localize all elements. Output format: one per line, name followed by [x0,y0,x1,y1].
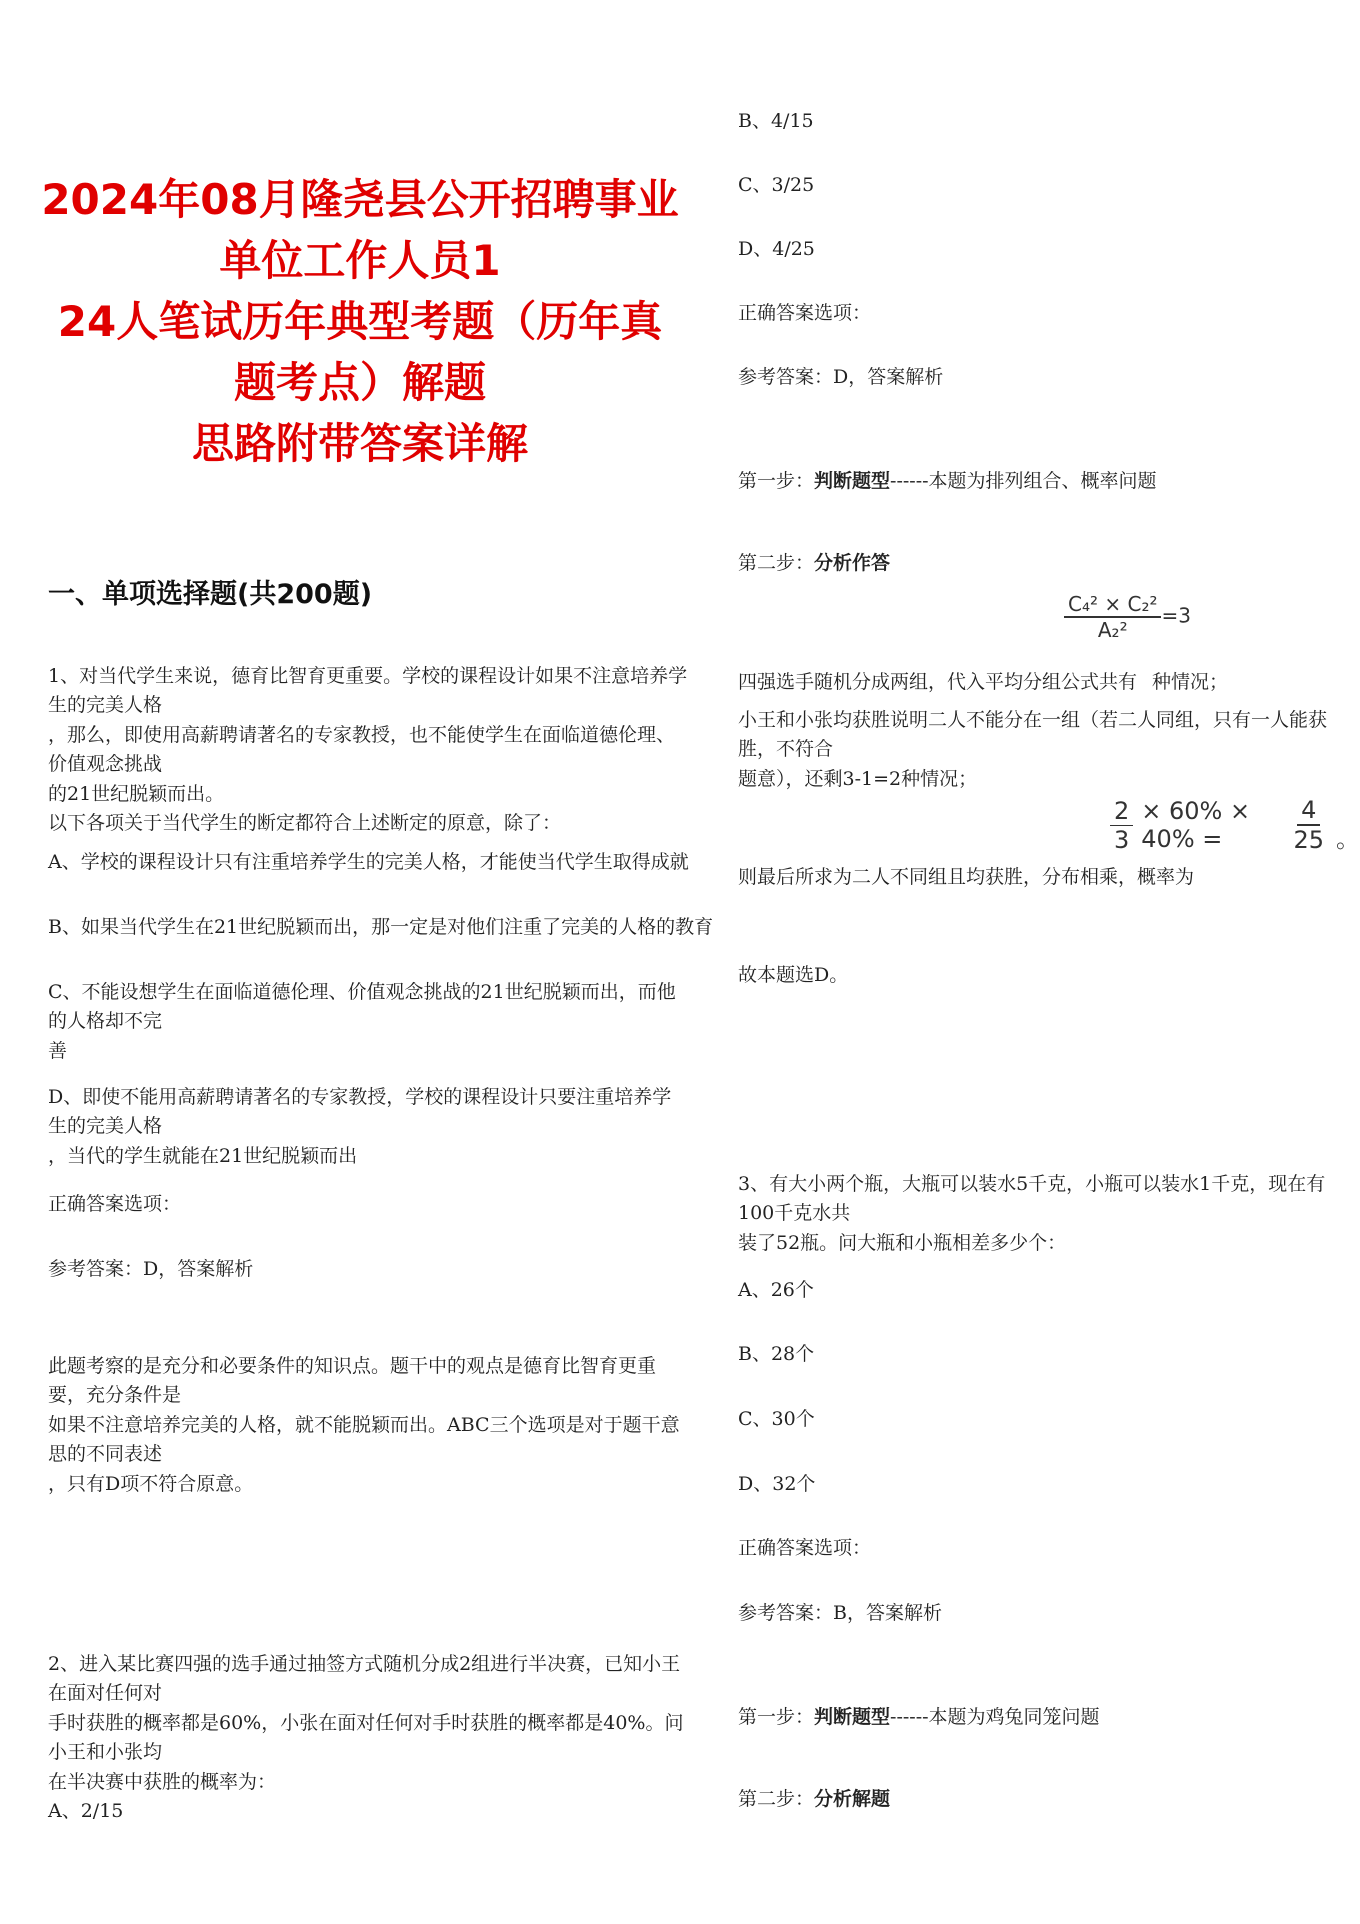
q1-option-d [48,1083,688,1171]
q2-option-d: D、4/25 [738,238,815,260]
q2-stem-line: 在半决赛中获胜的概率为： [48,1770,277,1793]
q2-step-1 [738,466,1157,493]
q3-stem [738,1170,1338,1258]
step-text: ------本题为鸡兔同笼问题 [890,1706,1100,1728]
step-prefix: 第二步： [738,552,815,574]
document-title [40,170,680,474]
q1-explanation-line: ，只有D项不符合原意。 [48,1472,254,1495]
q3-stem-line: 3、有大小两个瓶，大瓶可以装水5千克，小瓶可以装水1千克，现在有100千克水共 [738,1173,1326,1225]
q3-correct-label: 正确答案选项： [738,1537,872,1559]
fraction-numerator: C₄² × C₂² [1064,592,1161,618]
q1-stem-line: 的21世纪脱颖而出。 [48,782,225,805]
q1-stem-line: ，那么，即使用高薪聘请著名的专家教授，也不能使学生在面临道德伦理、价值观念挑战 [48,723,676,776]
q2-option-a: A、2/15 [48,1800,124,1822]
formula-result: =3 [1161,603,1191,628]
q1-option-d-line: ，当代的学生就能在21世纪脱颖而出 [48,1144,358,1167]
q1-option-a: A、学校的课程设计只有注重培养学生的完美人格，才能使当代学生取得成就 [48,851,689,873]
q2-analysis-line-3: 则最后所求为二人不同组且均获胜，分布相乘，概率为 [738,866,1195,888]
q3-reference-answer: 参考答案：B，答案解析 [738,1602,942,1624]
q2-stem-line: 手时获胜的概率都是60%，小张在面对任何对手时获胜的概率都是40%。问小王和小张均 [48,1711,684,1764]
title-line-2: 24人笔试历年典型考题（历年真题考点）解题 [57,296,663,407]
grouping-fraction [1064,592,1161,642]
analysis-line: 小王和小张均获胜说明二人不能分在一组（若二人同组，只有一人能获胜，不符合 [738,709,1328,761]
probability-formula [1110,796,1360,854]
q3-option-d: D、32个 [738,1473,816,1495]
q1-stem-line: 以下各项关于当代学生的断定都符合上述断定的原意，除了： [48,812,562,835]
q3-option-c: C、30个 [738,1408,815,1430]
formula-end: 。 [1336,825,1360,853]
analysis-line: 题意），还剩3-1=2种情况； [738,767,978,790]
q2-stem [48,1650,688,1797]
fraction-four-25ths [1289,796,1328,854]
step-keyword: 分析作答 [814,552,891,574]
q1-reference-answer: 参考答案：D，答案解析 [48,1258,254,1280]
q3-step-2 [738,1784,890,1811]
q1-option-d-line: D、即使不能用高薪聘请著名的专家教授，学校的课程设计只要注重培养学生的完美人格 [48,1086,672,1138]
q2-step-2 [738,548,890,575]
q2-analysis-line-1 [738,667,1137,694]
q1-explanation-line: 如果不注意培养完美的人格，就不能脱颖而出。ABC三个选项是对于题干意思的不同表述 [48,1413,680,1466]
fraction-numerator: 2 [1110,797,1133,826]
q2-conclusion: 故本题选D。 [738,964,849,986]
q2-option-b: B、4/15 [738,110,814,132]
q2-reference-answer: 参考答案：D，答案解析 [738,366,944,388]
q3-option-a: A、26个 [738,1279,814,1301]
q1-option-c-line: C、不能设想学生在面临道德伦理、价值观念挑战的21世纪脱颖而出，而他的人格却不完 [48,981,676,1033]
q1-correct-label: 正确答案选项： [48,1193,182,1215]
q1-option-b: B、如果当代学生在21世纪脱颖而出，那一定是对他们注重了完美的人格的教育 [48,916,714,938]
step-prefix: 第二步： [738,1788,815,1810]
q2-option-c: C、3/25 [738,174,815,196]
q1-explanation [48,1352,688,1499]
step-prefix: 第一步： [738,470,815,492]
q2-stem-line: 2、进入某比赛四强的选手通过抽签方式随机分成2组进行半决赛，已知小王在面对任何对 [48,1653,681,1705]
step-keyword: 分析解题 [814,1788,891,1810]
step-text: ------本题为排列组合、概率问题 [890,470,1157,492]
step-keyword: 判断题型 [814,470,891,492]
q1-explanation-line: 此题考察的是充分和必要条件的知识点。题干中的观点是德育比智育更重要，充分条件是 [48,1355,657,1407]
fraction-denominator: 25 [1293,826,1324,854]
q2-analysis-line-1-tail: 种情况； [1152,671,1229,693]
fraction-two-thirds [1110,797,1133,854]
q1-option-c-line: 善 [48,1039,68,1062]
fraction-denominator: A₂² [1097,618,1128,642]
step-keyword: 判断题型 [814,1706,891,1728]
title-line-1: 2024年08月隆尧县公开招聘事业单位工作人员1 [41,175,679,285]
q1-stem [48,662,688,839]
fraction-numerator: 4 [1297,796,1320,826]
section-heading: 一、单项选择题(共200题) [48,579,373,610]
q2-correct-label: 正确答案选项： [738,302,872,324]
grouping-formula [1064,592,1191,642]
q3-option-b: B、28个 [738,1343,815,1365]
title-line-3: 思路附带答案详解 [191,418,528,468]
analysis-text: 四强选手随机分成两组，代入平均分组公式共有 [738,671,1138,693]
q3-step-1 [738,1702,1100,1729]
fraction-denominator: 3 [1114,825,1130,854]
step-prefix: 第一步： [738,1706,815,1728]
formula-middle: × 60% × 40% = [1141,797,1251,853]
q1-option-c [48,978,688,1066]
q1-stem-line: 1、对当代学生来说，德育比智育更重要。学校的课程设计如果不注意培养学生的完美人格 [48,665,688,717]
q2-analysis-para-2 [738,706,1338,794]
q3-stem-line: 装了52瓶。问大瓶和小瓶相差多少个： [738,1231,1067,1254]
